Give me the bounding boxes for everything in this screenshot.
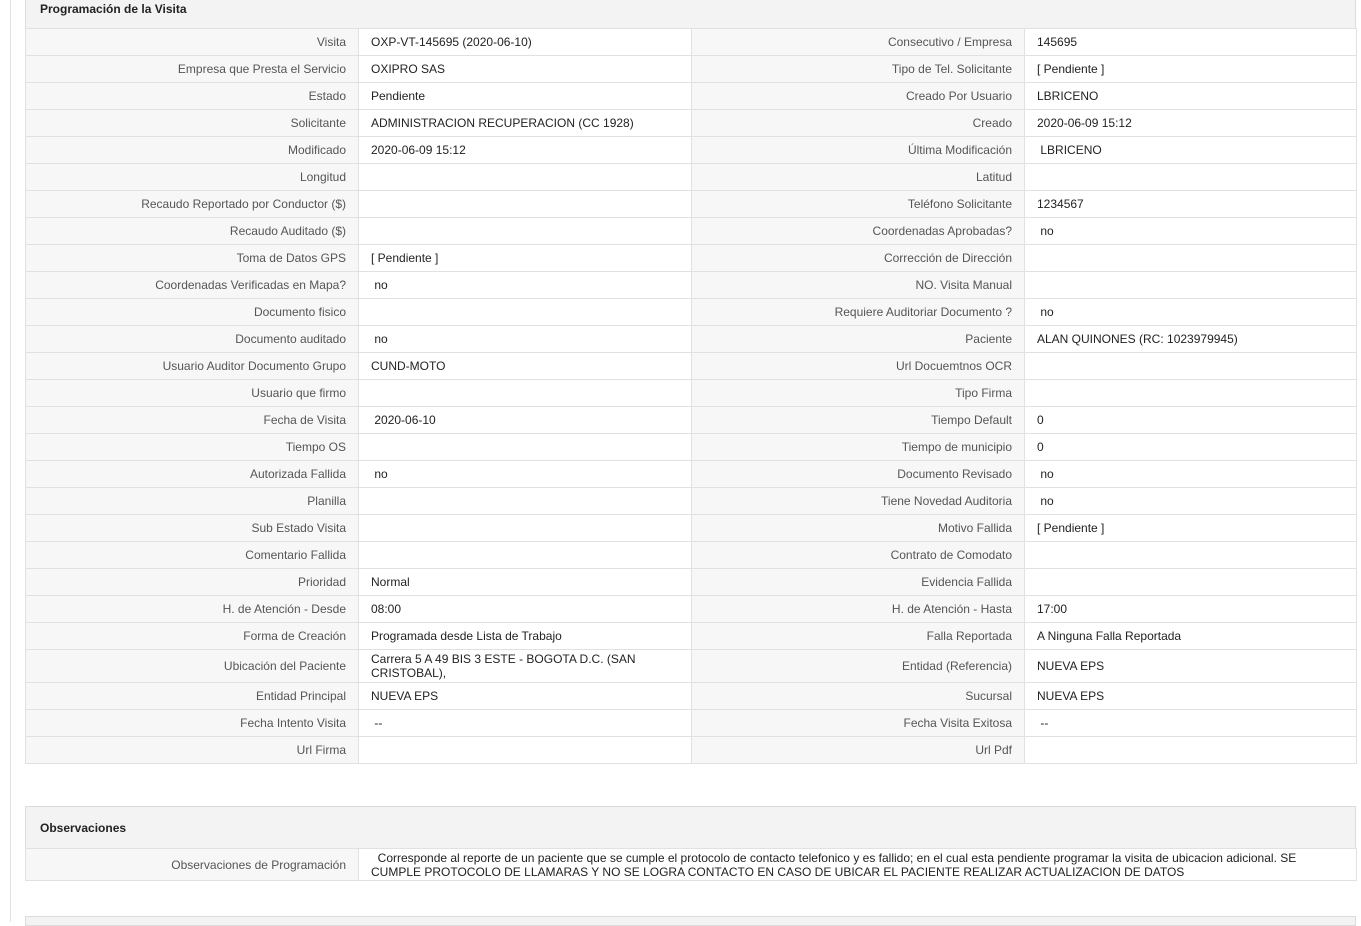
field-label: Usuario que firmo — [26, 380, 359, 407]
field-value: ADMINISTRACION RECUPERACION (CC 1928) — [359, 110, 692, 137]
field-label: Comentario Fallida — [26, 542, 359, 569]
field-label: Tiempo OS — [26, 434, 359, 461]
field-label: Solicitante — [26, 110, 359, 137]
field-value: no — [1025, 218, 1357, 245]
visita-row — [26, 299, 1357, 326]
field-label: Longitud — [26, 164, 359, 191]
observaciones-table — [25, 848, 1357, 881]
field-label: Fecha de Visita — [26, 407, 359, 434]
observaciones-value: Corresponde al reporte de un paciente que se cumple el protocolo de contacto telefonico y es fallido; en el cual esta pendiente programar la visita de ubicacion adicional. SE CUMPLE PROTOCOLO DE LLAMARAS Y NO SE LOGRA CONTACTO EN CASO DE UBICAR EL PACIENTE REALIZAR ACTUALIZACION DE DATOS — [359, 849, 1357, 881]
field-value — [359, 542, 692, 569]
field-label: Creado Por Usuario — [692, 83, 1025, 110]
field-value: no — [359, 326, 692, 353]
visita-panel-header — [25, 0, 1356, 28]
field-label: Visita — [26, 29, 359, 56]
field-value: 145695 — [1025, 29, 1357, 56]
visita-row — [26, 218, 1357, 245]
visita-row — [26, 29, 1357, 56]
field-label: Ubicación del Paciente — [26, 650, 359, 683]
field-label: Autorizada Fallida — [26, 461, 359, 488]
field-value: 2020-06-09 15:12 — [359, 137, 692, 164]
visita-row — [26, 83, 1357, 110]
field-label: Requiere Auditoriar Documento ? — [692, 299, 1025, 326]
field-value: -- — [1025, 710, 1357, 737]
field-label: Tiempo Default — [692, 407, 1025, 434]
visita-row — [26, 515, 1357, 542]
field-value: no — [359, 272, 692, 299]
field-value: no — [359, 461, 692, 488]
field-label: Evidencia Fallida — [692, 569, 1025, 596]
field-label: Forma de Creación — [26, 623, 359, 650]
field-label: Toma de Datos GPS — [26, 245, 359, 272]
field-value: [ Pendiente ] — [1025, 56, 1357, 83]
field-value — [1025, 569, 1357, 596]
visita-row — [26, 137, 1357, 164]
field-value: ALAN QUINONES (RC: 1023979945) — [1025, 326, 1357, 353]
field-label: Url Docuemtnos OCR — [692, 353, 1025, 380]
field-value: OXP-VT-145695 (2020-06-10) — [359, 29, 692, 56]
field-value — [359, 737, 692, 764]
field-value — [1025, 272, 1357, 299]
field-label: Recaudo Auditado ($) — [26, 218, 359, 245]
field-value: [ Pendiente ] — [1025, 515, 1357, 542]
field-label: Estado — [26, 83, 359, 110]
field-label: Falla Reportada — [692, 623, 1025, 650]
field-label: Última Modificación — [692, 137, 1025, 164]
field-value — [359, 515, 692, 542]
field-label: Latitud — [692, 164, 1025, 191]
field-label: Motivo Fallida — [692, 515, 1025, 542]
field-label: Contrato de Comodato — [692, 542, 1025, 569]
field-value — [359, 218, 692, 245]
visita-row — [26, 569, 1357, 596]
visita-details-table — [25, 28, 1357, 764]
visita-row — [26, 434, 1357, 461]
field-value: NUEVA EPS — [1025, 650, 1357, 683]
field-value — [1025, 542, 1357, 569]
field-label: Documento fisico — [26, 299, 359, 326]
field-label: Corrección de Dirección — [692, 245, 1025, 272]
visita-row — [26, 542, 1357, 569]
visita-details-body — [26, 29, 1357, 764]
field-label: Entidad Principal — [26, 683, 359, 710]
field-value: 0 — [1025, 407, 1357, 434]
field-value: NUEVA EPS — [359, 683, 692, 710]
field-label: Consecutivo / Empresa — [692, 29, 1025, 56]
field-value: 08:00 — [359, 596, 692, 623]
field-label: Teléfono Solicitante — [692, 191, 1025, 218]
visita-row — [26, 380, 1357, 407]
field-label: Prioridad — [26, 569, 359, 596]
visita-row — [26, 461, 1357, 488]
visita-row — [26, 56, 1357, 83]
visita-row — [26, 650, 1357, 683]
field-label: Modificado — [26, 137, 359, 164]
visita-row — [26, 326, 1357, 353]
field-value: 17:00 — [1025, 596, 1357, 623]
field-label: Sucursal — [692, 683, 1025, 710]
field-value: Pendiente — [359, 83, 692, 110]
field-value: [ Pendiente ] — [359, 245, 692, 272]
visita-row — [26, 407, 1357, 434]
field-label: NO. Visita Manual — [692, 272, 1025, 299]
field-label: H. de Atención - Desde — [26, 596, 359, 623]
visita-row — [26, 488, 1357, 515]
field-value — [1025, 380, 1357, 407]
field-value — [359, 488, 692, 515]
field-label: Empresa que Presta el Servicio — [26, 56, 359, 83]
field-value: no — [1025, 488, 1357, 515]
field-value: CUND-MOTO — [359, 353, 692, 380]
field-value — [359, 434, 692, 461]
field-value: Normal — [359, 569, 692, 596]
next-panel-header-partial — [25, 916, 1356, 926]
field-value — [1025, 245, 1357, 272]
field-label: Planilla — [26, 488, 359, 515]
visita-row — [26, 353, 1357, 380]
field-value: OXIPRO SAS — [359, 56, 692, 83]
visita-row — [26, 272, 1357, 299]
field-value: 2020-06-09 15:12 — [1025, 110, 1357, 137]
field-label: Paciente — [692, 326, 1025, 353]
field-label: Coordenadas Aprobadas? — [692, 218, 1025, 245]
field-value: A Ninguna Falla Reportada — [1025, 623, 1357, 650]
field-value — [1025, 353, 1357, 380]
field-value: no — [1025, 299, 1357, 326]
field-label: Sub Estado Visita — [26, 515, 359, 542]
field-label: Tiempo de municipio — [692, 434, 1025, 461]
field-label: Documento auditado — [26, 326, 359, 353]
field-value — [359, 164, 692, 191]
field-label: Creado — [692, 110, 1025, 137]
visita-row — [26, 110, 1357, 137]
field-label: Tiene Novedad Auditoria — [692, 488, 1025, 515]
visita-row — [26, 245, 1357, 272]
observaciones-row — [26, 849, 1357, 881]
field-label: Tipo de Tel. Solicitante — [692, 56, 1025, 83]
visita-row — [26, 596, 1357, 623]
visita-row — [26, 164, 1357, 191]
visita-panel — [25, 0, 1356, 764]
field-value — [359, 380, 692, 407]
field-value: LBRICENO — [1025, 137, 1357, 164]
visita-row — [26, 683, 1357, 710]
field-label: Coordenadas Verificadas en Mapa? — [26, 272, 359, 299]
visita-row — [26, 737, 1357, 764]
field-value: no — [1025, 461, 1357, 488]
field-value: LBRICENO — [1025, 83, 1357, 110]
field-label: Usuario Auditor Documento Grupo — [26, 353, 359, 380]
observaciones-panel-title: Observaciones — [40, 821, 127, 835]
visita-panel-title: Programación de la Visita — [40, 2, 187, 16]
field-value: 2020-06-10 — [359, 407, 692, 434]
field-label: Entidad (Referencia) — [692, 650, 1025, 683]
field-value: 0 — [1025, 434, 1357, 461]
field-value: 1234567 — [1025, 191, 1357, 218]
field-label: Fecha Visita Exitosa — [692, 710, 1025, 737]
visita-row — [26, 623, 1357, 650]
field-value: Programada desde Lista de Trabajo — [359, 623, 692, 650]
field-label: Recaudo Reportado por Conductor ($) — [26, 191, 359, 218]
field-value: Carrera 5 A 49 BIS 3 ESTE - BOGOTA D.C. (SAN CRISTOBAL), — [359, 650, 692, 683]
observaciones-panel — [25, 806, 1356, 881]
field-label: Documento Revisado — [692, 461, 1025, 488]
field-label: Url Pdf — [692, 737, 1025, 764]
field-value: -- — [359, 710, 692, 737]
field-label: H. de Atención - Hasta — [692, 596, 1025, 623]
visita-row — [26, 710, 1357, 737]
observaciones-panel-header — [25, 806, 1356, 848]
field-value — [1025, 164, 1357, 191]
field-label: Tipo Firma — [692, 380, 1025, 407]
page-left-border — [10, 0, 11, 922]
field-value: NUEVA EPS — [1025, 683, 1357, 710]
field-value — [1025, 737, 1357, 764]
visita-row — [26, 191, 1357, 218]
field-value — [359, 299, 692, 326]
field-label: Url Firma — [26, 737, 359, 764]
observaciones-label: Observaciones de Programación — [26, 849, 359, 881]
field-value — [359, 191, 692, 218]
field-label: Fecha Intento Visita — [26, 710, 359, 737]
